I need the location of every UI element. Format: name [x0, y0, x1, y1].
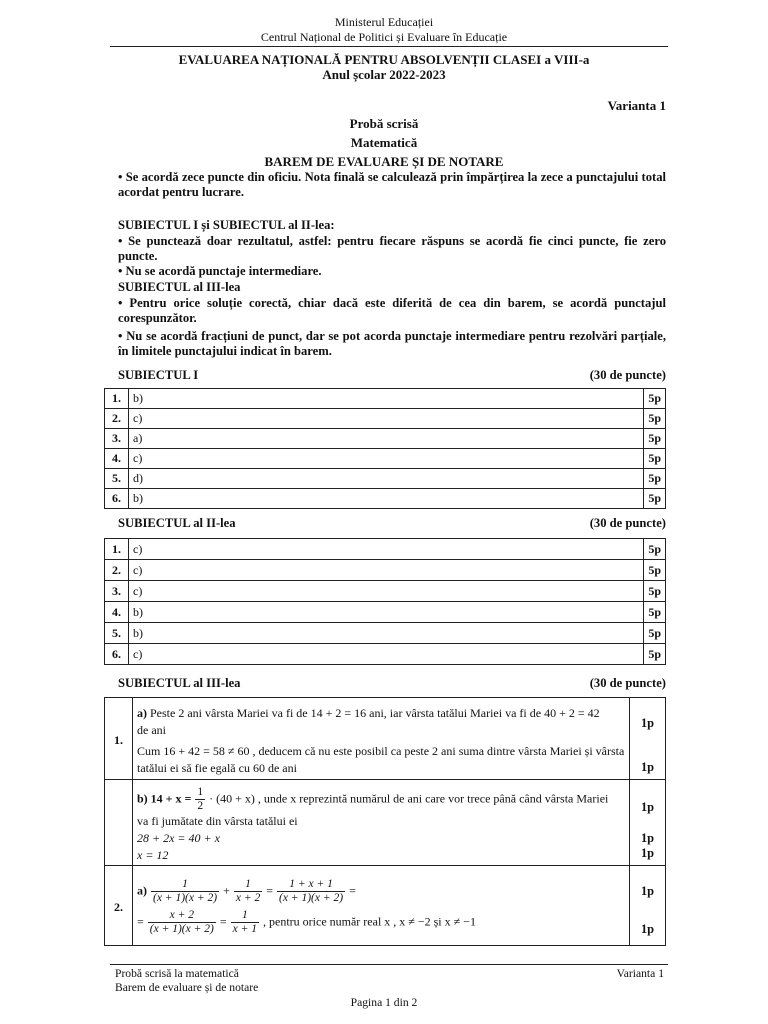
- item-number: 5.: [105, 469, 129, 489]
- table-row: [105, 389, 666, 409]
- q1a-text-1: Peste 2 ani vârsta Mariei va fi de 14 + 2 = 16 ani, iar vârsta tatălui Mariei va fi de 40 + 2 = 42: [150, 705, 600, 720]
- fraction-denominator: (x + 1)(x + 2): [279, 891, 344, 904]
- q1a-text-1-cont: de ani: [137, 722, 166, 737]
- fraction-denominator: 2: [197, 799, 204, 812]
- table-row: [105, 602, 666, 623]
- s3-bullet-1: • Pentru orice soluție corectă, chiar dacă este diferită de cea din barem, se acordă punctajul corespunzător.: [118, 296, 666, 325]
- points-cell: 5p: [644, 602, 666, 623]
- item-number: 4.: [105, 602, 129, 623]
- ministry-header: Ministerul Educației: [334, 15, 434, 29]
- q2-solution: [133, 866, 630, 946]
- table-row: [105, 429, 666, 449]
- points-cell: 5p: [644, 644, 666, 665]
- barem-title: BAREM DE EVALUARE ȘI DE NOTARE: [264, 154, 504, 169]
- answer-cell: b): [129, 602, 644, 623]
- points-cell: 5p: [644, 539, 666, 560]
- answer-cell: b): [129, 623, 644, 644]
- intro-bullet-1: • Se acordă zece puncte din oficiu. Nota finală se calculează prin împărțirea la zece a punctajului total acordat pentru lucrare.: [118, 170, 666, 199]
- s3-heading: SUBIECTUL al III-lea: [118, 280, 241, 294]
- points-cell: 5p: [644, 560, 666, 581]
- points-cell: 5p: [644, 623, 666, 644]
- footer-variant: Varianta 1: [616, 967, 664, 980]
- q1b-eq-rest: · (40 + x) , unde x reprezintă numărul de ani care vor trece până când vârsta Mariei: [209, 790, 609, 805]
- answer-cell: a): [129, 429, 644, 449]
- q1a-line-1: a) Peste 2 ani vârsta Mariei va fi de 14 + 2 = 16 ani, iar vârsta tatălui Mariei va fi de 40 + 2 = 42 de ani: [137, 705, 600, 737]
- q1b-line-2: 28 + 2x = 40 + x: [137, 830, 220, 845]
- footer-rule: [110, 964, 668, 965]
- answer-cell: b): [129, 489, 644, 509]
- q2b-frac-1: [148, 909, 216, 936]
- answer-cell: c): [129, 539, 644, 560]
- s12-bullet-1: • Se punctează doar rezultatul, astfel: pentru fiecare răspuns se acordă fie cinci puncte, fie zero puncte.: [118, 234, 666, 263]
- variant-label: Varianta 1: [607, 98, 666, 113]
- q1b-points: [630, 780, 666, 866]
- s2-heading: [118, 516, 666, 531]
- q1b-eq-start: b) 14 + x =: [137, 790, 192, 805]
- s3-label: SUBIECTUL al III-lea: [118, 676, 241, 690]
- q2a-line: [137, 878, 625, 905]
- fraction-numerator: 1: [234, 878, 262, 892]
- points-cell: 5p: [644, 429, 666, 449]
- item-number: 5.: [105, 623, 129, 644]
- q2b-condition: , pentru orice număr real x , x ≠ −2 și x ≠ −1: [263, 913, 476, 928]
- exam-title: EVALUAREA NAȚIONALĂ PENTRU ABSOLVENȚII CLASEI a VIII-a: [178, 52, 590, 67]
- fraction-denominator: x + 2: [235, 891, 261, 904]
- q2a-frac-1: [151, 878, 219, 905]
- q1a-solution: [133, 698, 630, 780]
- plus-sign: +: [223, 882, 230, 897]
- points-cell: 1p: [640, 760, 655, 774]
- table-row: [105, 449, 666, 469]
- equals-sign: =: [137, 913, 144, 928]
- footer-left-1: Probă scrisă la matematică: [115, 967, 239, 980]
- table-row: [105, 560, 666, 581]
- answer-cell: c): [129, 409, 644, 429]
- points-cell: 5p: [644, 581, 666, 602]
- item-number: 2.: [105, 560, 129, 581]
- points-cell: 5p: [644, 489, 666, 509]
- s12-bullet-2: • Nu se acordă punctaje intermediare.: [118, 264, 322, 278]
- s12-heading: SUBIECTUL I și SUBIECTUL al II-lea:: [118, 218, 335, 232]
- answer-cell: c): [129, 560, 644, 581]
- fraction-numerator: 1 + x + 1: [277, 878, 345, 892]
- answer-cell: b): [129, 389, 644, 409]
- points-cell: 5p: [644, 449, 666, 469]
- points-cell: 1p: [640, 884, 655, 898]
- points-cell: 1p: [640, 830, 655, 845]
- item-number: 6.: [105, 644, 129, 665]
- s1-answer-table: [104, 388, 666, 509]
- q2-points: [630, 866, 666, 946]
- s3-bullet-2: • Nu se acordă fracțiuni de punct, dar se pot acorda punctaje intermediare pentru rezolvări parțiale, în limitele punctajului indicat în barem.: [118, 329, 666, 358]
- points-cell: 5p: [644, 469, 666, 489]
- points-cell: 1p: [640, 799, 655, 814]
- s1-heading: [118, 368, 666, 383]
- s3-section-heading: [118, 676, 666, 691]
- s3-solution-table: [104, 697, 666, 946]
- points-cell: 1p: [640, 922, 655, 936]
- q1b-line-1-cont: va fi jumătate din vârsta tatălui ei: [137, 813, 298, 828]
- item-number: 1.: [105, 698, 133, 780]
- table-row: [105, 489, 666, 509]
- center-header: Centrul Național de Politici și Evaluare în Educație: [260, 30, 508, 44]
- points-cell: 5p: [644, 409, 666, 429]
- item-number: 2.: [105, 866, 133, 946]
- answer-cell: d): [129, 469, 644, 489]
- points-cell: 5p: [644, 389, 666, 409]
- answer-cell: c): [129, 449, 644, 469]
- points-cell: 1p: [640, 716, 655, 730]
- footer-left-2: Barem de evaluare și de notare: [115, 981, 259, 994]
- empty-cell: [105, 780, 133, 866]
- fraction-numerator: 1: [151, 878, 219, 892]
- item-number: 3.: [105, 429, 129, 449]
- table-row: [105, 469, 666, 489]
- table-row: [105, 581, 666, 602]
- q2a-frac-3: [277, 878, 345, 905]
- equals-sign: =: [349, 882, 356, 897]
- q2b-frac-2: [231, 909, 259, 936]
- item-number: 1.: [105, 539, 129, 560]
- page-number: Pagina 1 din 2: [350, 996, 418, 1009]
- school-year: Anul școlar 2022-2023: [322, 67, 446, 82]
- table-row: [105, 866, 666, 946]
- item-number: 3.: [105, 581, 129, 602]
- table-row: [105, 539, 666, 560]
- q2a-label: a): [137, 882, 147, 897]
- answer-cell: c): [129, 644, 644, 665]
- item-number: 1.: [105, 389, 129, 409]
- header-rule: [110, 46, 668, 47]
- answer-cell: c): [129, 581, 644, 602]
- s2-label: SUBIECTUL al II-lea: [118, 516, 236, 530]
- subject-label: Matematică: [350, 135, 418, 150]
- item-number: 4.: [105, 449, 129, 469]
- fraction-denominator: (x + 1)(x + 2): [149, 922, 214, 935]
- table-row: [105, 780, 666, 866]
- fraction-numerator: 1: [231, 909, 259, 923]
- s3-points: (30 de puncte): [589, 676, 666, 690]
- q1a-line-2: Cum 16 + 42 = 58 ≠ 60 , deducem că nu este posibil ca peste 2 ani suma dintre vârsta Mariei și vârsta tatălui ei să fie egală cu 60 de ani: [137, 743, 625, 775]
- q2b-line: [137, 909, 625, 936]
- half-fraction: [195, 786, 205, 813]
- q1a-points: [630, 698, 666, 780]
- s2-answer-table: [104, 538, 666, 665]
- equals-sign: =: [219, 913, 227, 928]
- fraction-numerator: 1: [197, 785, 204, 798]
- s2-points: (30 de puncte): [589, 516, 666, 530]
- table-row: [105, 644, 666, 665]
- item-number: 2.: [105, 409, 129, 429]
- q1b-line-1: [137, 786, 625, 813]
- q1b-solution: [133, 780, 630, 866]
- points-cell: 1p: [640, 845, 655, 860]
- s1-label: SUBIECTUL I: [118, 368, 199, 382]
- table-row: [105, 623, 666, 644]
- q1b-line-3: x = 12: [137, 847, 169, 862]
- item-number: 6.: [105, 489, 129, 509]
- table-row: [105, 409, 666, 429]
- fraction-numerator: x + 2: [148, 909, 216, 923]
- fraction-denominator: x + 1: [232, 922, 257, 935]
- table-row: [105, 698, 666, 780]
- s1-points: (30 de puncte): [589, 368, 666, 382]
- equals-sign: =: [266, 882, 273, 897]
- fraction-denominator: (x + 1)(x + 2): [153, 891, 218, 904]
- q2a-frac-2: [234, 878, 262, 905]
- proba-label: Probă scrisă: [349, 116, 419, 131]
